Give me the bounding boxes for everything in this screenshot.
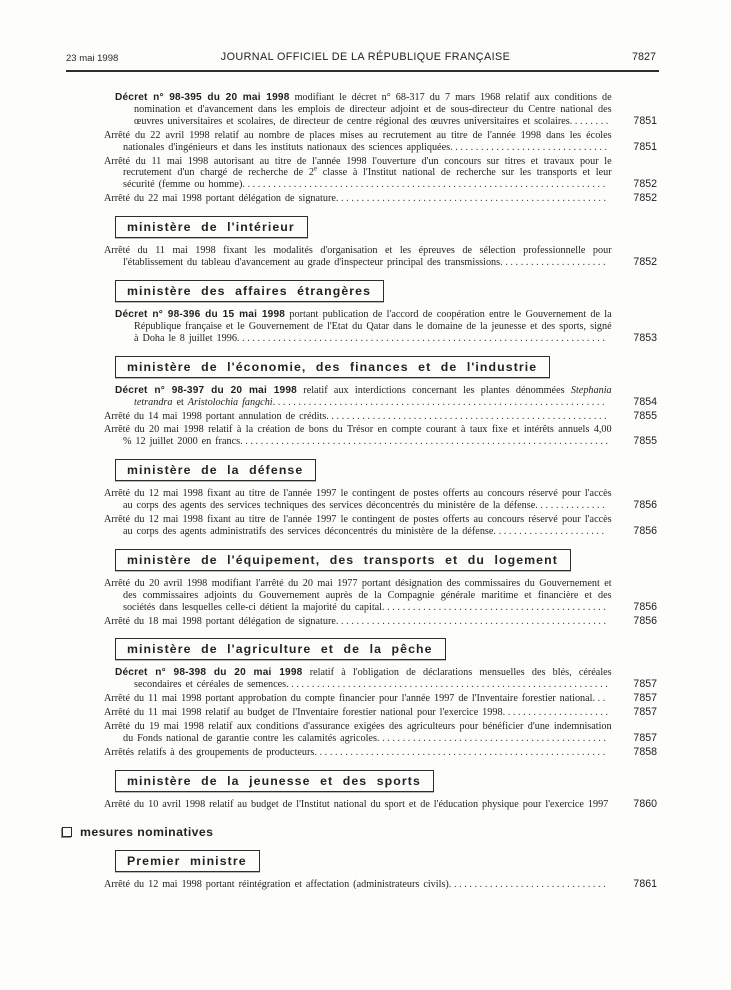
entry-page-number: 7853 <box>633 331 657 344</box>
entry-run: e <box>314 166 318 174</box>
entry-run: Arrêté du 10 avril 1998 relatif au budget de l'Institut national du sport et de l'éducation physique pour l'exercice 1997 <box>104 798 609 810</box>
entry-text <box>104 488 612 512</box>
section-heading: ministère de l'intérieur <box>115 216 308 238</box>
entry-text <box>104 707 612 719</box>
entry-text <box>104 245 612 269</box>
section-heading: ministère de l'agriculture et de la pêche <box>115 638 446 660</box>
page-header <box>0 51 731 66</box>
entry-text <box>104 130 612 154</box>
entry-run: Arrêté du 19 mai 1998 relatif aux conditions d'assurance exigées des agriculteurs pour bénéficier d'une indemnisation du Fonds national de garantie contre les calamités agricoles <box>104 721 612 744</box>
entry-text <box>115 92 612 128</box>
entry-page-number: 7856 <box>633 614 657 627</box>
entry-page-number: 7854 <box>633 395 657 408</box>
section-heading-row <box>115 850 657 872</box>
toc-entry <box>104 514 657 538</box>
entry-text <box>115 309 612 345</box>
toc-entry <box>104 578 657 614</box>
entry-run: Arrêté du 11 mai 1998 fixant les modalités d'organisation et les épreuves de sélection professionnelle pour l'établissement du tableau d'avancement au grade d'inspecteur principal des transmissions <box>104 245 612 269</box>
entry-page-number: 7855 <box>633 409 657 422</box>
dotted-leader: ...................... <box>493 525 607 537</box>
entry-page-number: 7857 <box>633 732 657 744</box>
entry-text <box>115 667 612 691</box>
entry-run: Arrêté du 20 avril 1998 modifiant l'arrêté du 20 mai 1977 portant désignation des commissaires du Gouvernement et des commissaires adjoints du Gouvernement auprès de la Compagnie générale maritime et financière et des sociétés dans lesquelles celle-ci détient la majorité du capital <box>104 577 612 613</box>
entry-text <box>104 616 612 628</box>
entry-page-number: 7856 <box>633 499 657 512</box>
entry-run: Décret n° 98-396 du 15 mai 1998 <box>115 308 286 320</box>
section-heading-row <box>115 356 657 378</box>
dotted-leader: ............................................ <box>382 601 609 613</box>
dotted-leader: ........................................................................ <box>240 436 611 448</box>
entry-page-number: 7858 <box>633 745 657 758</box>
entry-page-number: 7861 <box>633 877 657 890</box>
toc-entry <box>104 721 657 745</box>
dotted-leader: ..................... <box>502 707 611 719</box>
entry-run: et <box>172 396 188 408</box>
entry-run: Stephania tetrandra <box>134 384 612 408</box>
entry-page-number: 7860 <box>633 797 657 810</box>
entry-text <box>104 193 612 205</box>
group-heading-label: mesures nominatives <box>80 824 214 839</box>
dotted-leader: ....................................................................... <box>242 179 608 191</box>
dotted-leader: ......................................................... <box>314 746 608 758</box>
entry-text <box>104 156 612 192</box>
toc-entry <box>104 92 657 128</box>
entry-text <box>104 411 612 423</box>
toc-list <box>80 92 657 891</box>
entry-run: Arrêté du 12 mai 1998 portant réintégration et affectation (administrateurs civils) <box>104 878 449 890</box>
entry-page-number: 7856 <box>633 600 657 613</box>
entry-text <box>104 747 612 759</box>
dotted-leader: ... <box>592 693 608 705</box>
entry-page-number: 7852 <box>633 192 657 205</box>
section-heading: ministère de la défense <box>115 459 316 481</box>
entry-page-number: 7851 <box>633 140 657 153</box>
section-heading-row <box>115 549 657 571</box>
entry-text <box>104 799 612 811</box>
entry-page-number: 7855 <box>633 435 657 448</box>
toc-content <box>62 92 657 893</box>
entry-run: Décret n° 98-398 du 20 mai 1998 <box>115 667 303 679</box>
section-heading-row <box>115 770 657 792</box>
entry-run: Arrêté du 11 mai 1998 autorisant au titre de l'année 1998 l'ouverture d'un concours sur titres et travaux pour le recrutement d'un chargé de recherche de 2 <box>104 155 612 179</box>
entry-text <box>104 879 612 891</box>
toc-entry <box>104 130 657 154</box>
section-heading-row <box>115 638 657 660</box>
entry-run: Aristolochia fangchi <box>187 396 273 408</box>
dotted-leader: ............................... <box>450 141 610 153</box>
entry-page-number: 7857 <box>633 706 657 719</box>
toc-entry <box>104 707 657 719</box>
toc-entry <box>104 411 657 423</box>
entry-page-number: 7857 <box>633 678 657 691</box>
entry-run: Arrêté du 11 mai 1998 portant approbation du compte financier pour l'année 1997 de l'Inventaire forestier national <box>104 693 593 705</box>
toc-entry <box>104 488 657 512</box>
section-heading: Premier ministre <box>115 850 260 872</box>
entry-run: relatif aux interdictions concernant les plantes dénommées <box>297 384 571 396</box>
toc-entry <box>104 667 657 691</box>
entry-run: Arrêté du 22 avril 1998 relatif au nombre de places mises au recrutement au titre de l'année 1998 dans les écoles nationales d'ingénieurs et dans les instituts nationaux des sciences appliquées <box>104 129 612 153</box>
dotted-leader: ........................................................................ <box>236 332 608 344</box>
section-heading: ministère des affaires étrangères <box>115 280 384 302</box>
entry-run: relatif à l'obligation de déclarations mensuelles des blés, céréales secondaires et céréales de semences <box>134 667 612 691</box>
entry-text <box>104 514 612 538</box>
entry-run: portant publication de l'accord de coopération entre le Gouvernement de la République française et le Gouvernement de l'Etat du Qatar dans le domaine de la jeunesse et des sports, signé à Doha le 8 juillet 1996 <box>134 308 612 344</box>
dotted-leader: ....................................................... <box>326 410 610 422</box>
entry-run: Arrêté du 12 mai 1998 fixant au titre de l'année 1997 le contingent de postes offerts au concours réservé pour l'accès au corps des agents des services techniques des services déconcentrés du ministère de la défense <box>104 488 612 512</box>
entry-page-number: 7852 <box>633 256 657 269</box>
header-page-number: 7827 <box>631 51 656 63</box>
section-heading-row <box>115 216 657 238</box>
toc-entry <box>104 693 657 705</box>
journal-title: JOURNAL OFFICIEL DE LA RÉPUBLIQUE FRANÇAISE <box>220 51 511 63</box>
entry-run: Arrêté du 20 mai 1998 relatif à la création de bons du Trésor en compte courant à taux fixe et intérêts annuels 4,00 % 12 juillet 2000 en francs <box>104 424 612 448</box>
toc-entry <box>104 747 657 759</box>
entry-page-number: 7851 <box>633 114 657 127</box>
entry-run: Arrêté du 18 mai 1998 portant délégation de signature <box>104 615 336 627</box>
entry-run: Arrêtés relatifs à des groupements de producteurs <box>104 746 315 758</box>
section-heading-row <box>115 280 657 302</box>
entry-run: Arrêté du 12 mai 1998 fixant au titre de l'année 1997 le contingent de postes offerts au concours réservé pour l'accès au corps des agents administratifs des services déconcentrés du ministère de la défense <box>104 514 612 537</box>
entry-text <box>104 693 612 705</box>
entry-run: modifiant le décret n° 68-317 du 7 mars 1968 relatif aux conditions de nomination et d'avancement dans les emplois de directeur adjoint et de sous-directeur du Centre national des œuvres universitaires et scolaires, de directeur de centre régional des œuvres universitaires et scolaires <box>134 92 612 127</box>
square-bullet-icon <box>62 827 72 837</box>
dotted-leader: ............................................................... <box>286 679 611 691</box>
entry-text <box>104 578 612 614</box>
entry-run: Arrêté du 11 mai 1998 relatif au budget de l'Inventaire forestier national pour l'exercice 1998 <box>104 707 503 719</box>
entry-run: classe à l'Institut national de recherche sur les transports et leur sécurité (femme ou homme) <box>123 167 612 191</box>
entry-text <box>104 721 612 745</box>
dotted-leader: ............................... <box>448 878 609 890</box>
entry-page-number: 7856 <box>633 524 657 537</box>
section-heading-row <box>115 459 657 481</box>
toc-entry <box>104 799 657 811</box>
section-heading: ministère de l'équipement, des transports et du logement <box>115 549 571 571</box>
toc-entry <box>104 424 657 448</box>
dotted-leader: ..................................................... <box>335 615 609 627</box>
section-heading: ministère de l'économie, des finances et de l'industrie <box>115 356 550 378</box>
dotted-leader: ................................................................. <box>272 396 608 408</box>
toc-entry <box>104 309 657 345</box>
toc-entry <box>104 156 657 192</box>
toc-entry <box>104 193 657 205</box>
toc-entry <box>104 616 657 628</box>
dotted-leader: ............................................. <box>376 733 609 744</box>
toc-entry <box>104 879 657 891</box>
entry-text <box>115 385 612 409</box>
section-heading: ministère de la jeunesse et des sports <box>115 770 434 792</box>
entry-run: Arrêté du 22 mai 1998 portant délégation de signature <box>104 193 336 205</box>
entry-run: Arrêté du 14 mai 1998 portant annulation de crédits <box>104 410 327 422</box>
entry-page-number: 7852 <box>633 178 657 191</box>
dotted-leader: ..................................................... <box>335 193 609 205</box>
header-date: 23 mai 1998 <box>66 53 119 64</box>
dotted-leader: ........ <box>569 115 611 127</box>
toc-entry <box>104 245 657 269</box>
dotted-leader: .............. <box>535 500 608 512</box>
toc-entry <box>104 385 657 409</box>
entry-text <box>104 424 612 448</box>
entry-run: Décret n° 98-397 du 20 mai 1998 <box>115 384 297 396</box>
group-heading <box>62 825 657 839</box>
header-rule <box>66 70 659 72</box>
entry-page-number: 7857 <box>633 692 657 705</box>
dotted-leader: ..................... <box>500 257 609 269</box>
entry-run: Décret n° 98-395 du 20 mai 1998 <box>115 92 290 103</box>
